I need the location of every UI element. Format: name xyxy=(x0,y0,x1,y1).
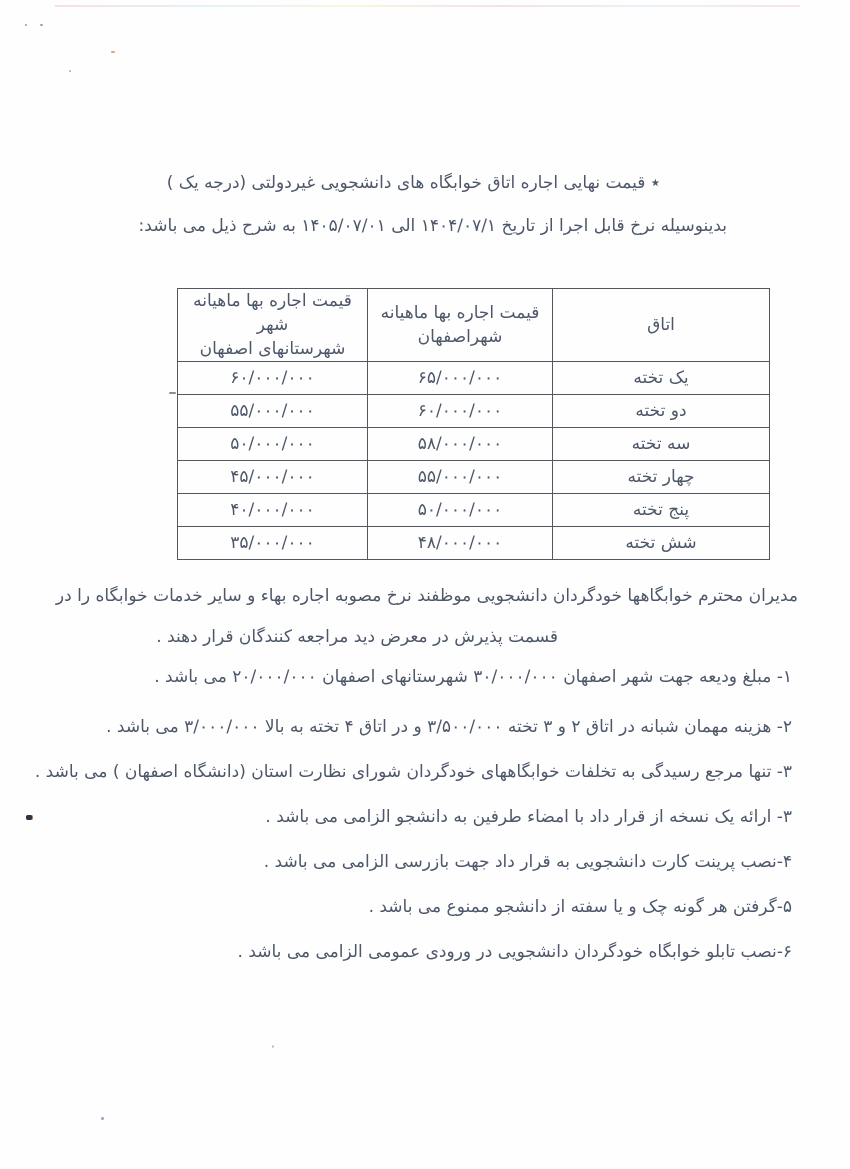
city-price-cell: ۵۸/۰۰۰/۰۰۰ xyxy=(368,428,553,461)
room-type-cell: پنج تخته xyxy=(553,494,770,527)
city-price-cell: ۶۰/۰۰۰/۰۰۰ xyxy=(368,395,553,428)
counties-price-cell: ۵۰/۰۰۰/۰۰۰ xyxy=(178,428,368,461)
col-header-isfahan-city xyxy=(368,289,553,362)
room-type-cell: یک تخته xyxy=(553,362,770,395)
table-row xyxy=(178,428,770,461)
city-price-cell: ۵۵/۰۰۰/۰۰۰ xyxy=(368,461,553,494)
note-item-1: ۱- مبلغ ودیعه جهت شهر اصفهان ۳۰/۰۰۰/۰۰۰ شهرستانهای اصفهان ۲۰/۰۰۰/۰۰۰ می باشد . xyxy=(154,667,792,687)
counties-price-cell: ۴۰/۰۰۰/۰۰۰ xyxy=(178,494,368,527)
city-price-cell: ۶۵/۰۰۰/۰۰۰ xyxy=(368,362,553,395)
note-item-3b: ۳- ارائه یک نسخه از قرار داد با امضاء طرفین به دانشجو الزامی می باشد . xyxy=(265,807,792,827)
counties-price-cell: ۴۵/۰۰۰/۰۰۰ xyxy=(178,461,368,494)
counties-price-cell: ۵۵/۰۰۰/۰۰۰ xyxy=(178,395,368,428)
counties-price-cell: ۳۵/۰۰۰/۰۰۰ xyxy=(178,527,368,560)
managers-notice-line1: مدیران محترم خوابگاهها خودگردان دانشجویی موظفند نرخ مصوبه اجاره بهاء و سایر خدمات خوابگاه را در xyxy=(55,586,798,606)
dormitory-price-table xyxy=(177,288,770,560)
col-header-room xyxy=(553,289,770,362)
managers-notice-line2: قسمت پذیرش در معرض دید مراجعه کنندگان قرار دهند . xyxy=(156,627,558,647)
city-price-cell: ۵۰/۰۰۰/۰۰۰ xyxy=(368,494,553,527)
scanner-edge-artifact xyxy=(55,5,800,7)
note-item-4: ۴-نصب پرینت کارت دانشجویی به قرار داد جهت بازرسی الزامی می باشد . xyxy=(263,852,792,872)
note-item-3: ۳- تنها مرجع رسیدگی به تخلفات خوابگاههای خودگردان شورای نظارت استان (دانشگاه اصفهان ) می باشد . xyxy=(34,762,792,782)
room-type-cell: چهار تخته xyxy=(553,461,770,494)
col-header-isfahan-counties xyxy=(178,289,368,362)
room-type-cell: سه تخته xyxy=(553,428,770,461)
col-header-room-label: اتاق xyxy=(647,315,675,335)
note-item-6: ۶-نصب تابلو خوابگاه خودگردان دانشجویی در ورودی عمومی الزامی می باشد . xyxy=(237,942,792,962)
room-type-cell: شش تخته xyxy=(553,527,770,560)
scan-speck xyxy=(111,51,115,53)
col-header-city-line1: قیمت اجاره بها ماهیانه xyxy=(380,303,540,323)
col-header-city-line2: شهراصفهان xyxy=(417,327,503,347)
scan-speck xyxy=(69,70,71,72)
table-row xyxy=(178,494,770,527)
scan-speck xyxy=(40,24,43,26)
scan-speck xyxy=(272,1045,274,1048)
note-item-2: ۲- هزینه مهمان شبانه در اتاق ۲ و ۳ تخته ۳/۵۰۰/۰۰۰ و در اتاق ۴ تخته به بالا ۳/۰۰۰/۰۰۰ می باشد . xyxy=(106,717,792,737)
room-type-cell: دو تخته xyxy=(553,395,770,428)
table-header-row xyxy=(178,289,770,362)
note-item-5: ۵-گرفتن هر گونه چک و یا سفته از دانشجو ممنوع می باشد . xyxy=(368,897,792,917)
col-header-counties-line2: شهرستانهای اصفهان xyxy=(199,339,346,359)
scan-dash-artifact xyxy=(169,392,176,394)
notes-list xyxy=(34,666,792,986)
scan-speck xyxy=(101,1117,104,1120)
city-price-cell: ۴۸/۰۰۰/۰۰۰ xyxy=(368,527,553,560)
scan-speck xyxy=(25,24,27,26)
document-subtitle: بدینوسیله نرخ قابل اجرا از تاریخ ۱۴۰۴/۰۷/۱ الی ۱۴۰۵/۰۷/۰۱ به شرح ذیل می باشد: xyxy=(138,216,727,236)
document-title: ٭ قیمت نهایی اجاره اتاق خوابگاه های دانشجویی غیردولتی (درجه یک ) xyxy=(166,173,660,193)
table-row xyxy=(178,527,770,560)
table-row xyxy=(178,395,770,428)
counties-price-cell: ۶۰/۰۰۰/۰۰۰ xyxy=(178,362,368,395)
table-row xyxy=(178,461,770,494)
col-header-counties-line1: قیمت اجاره بها ماهیانه شهر xyxy=(193,291,352,335)
table-row xyxy=(178,362,770,395)
scan-ink-dot xyxy=(26,815,32,820)
